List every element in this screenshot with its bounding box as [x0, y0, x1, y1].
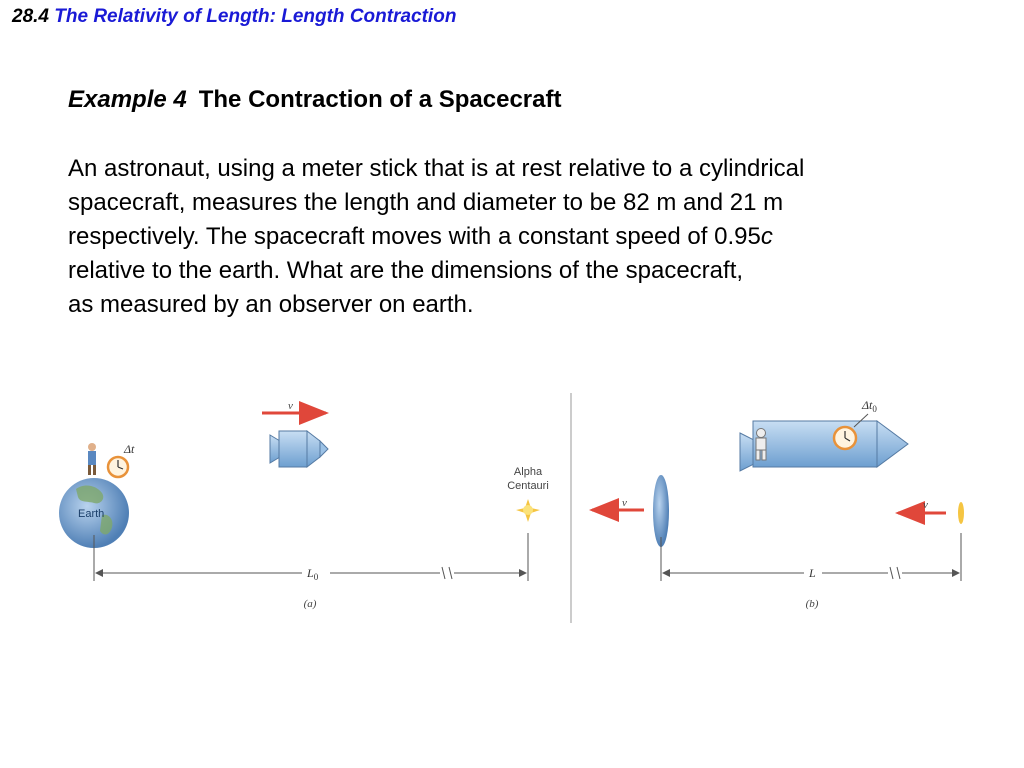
panel-a	[59, 400, 549, 610]
length-label-b: L	[809, 566, 816, 580]
star-icon	[516, 499, 540, 522]
section-title: The Relativity of Length: Length Contraction	[54, 6, 457, 27]
contracted-earth-icon	[653, 475, 669, 547]
panel-b	[592, 398, 964, 610]
length-contraction-figure	[50, 385, 980, 630]
example-label: Example 4	[68, 86, 187, 113]
example-heading	[68, 86, 561, 114]
caption-b: (b)	[805, 598, 819, 610]
section-number: 28.4	[12, 6, 49, 27]
star-label-line-2: Centauri	[507, 480, 549, 492]
break-mark-icon	[442, 567, 452, 579]
clock-icon	[108, 457, 128, 477]
caption-a: (a)	[303, 598, 317, 610]
velocity-label: v	[288, 400, 293, 412]
problem-line-5: as measured by an observer on earth.	[68, 291, 474, 318]
problem-line-3-text: respectively. The spacecraft moves with a constant speed of 0.95	[68, 223, 761, 250]
problem-line-3	[68, 220, 968, 254]
clock-label-b	[861, 398, 877, 414]
clock-label: Δt	[124, 442, 135, 456]
problem-statement	[68, 152, 968, 322]
section-header	[12, 6, 456, 28]
problem-line-4: relative to the earth. What are the dimensions of the spacecraft,	[68, 257, 744, 284]
clock-icon	[834, 427, 856, 449]
clock-symbol-b: Δt	[862, 398, 873, 412]
break-mark-icon	[890, 567, 900, 579]
clock-subscript-b: 0	[872, 404, 877, 414]
length-subscript-a: 0	[313, 572, 319, 582]
contracted-star-icon	[958, 502, 964, 524]
length-symbol-a: L	[307, 566, 314, 580]
figure-svg	[50, 385, 980, 630]
example-title: The Contraction of a Spacecraft	[198, 86, 562, 113]
spacecraft-icon	[270, 431, 328, 467]
velocity-label-right: v	[923, 499, 928, 511]
earth-label: Earth	[78, 508, 105, 520]
speed-of-light-symbol: c	[760, 223, 773, 250]
star-label-line-1: Alpha	[513, 466, 543, 478]
problem-line-2: spacecraft, measures the length and diameter to be 82 m and 21 m	[68, 189, 784, 216]
length-label-a	[306, 566, 319, 582]
velocity-label-left: v	[622, 497, 627, 509]
observer-person-icon	[88, 443, 96, 475]
problem-line-1: An astronaut, using a meter stick that is at rest relative to a cylindrical	[68, 155, 805, 182]
